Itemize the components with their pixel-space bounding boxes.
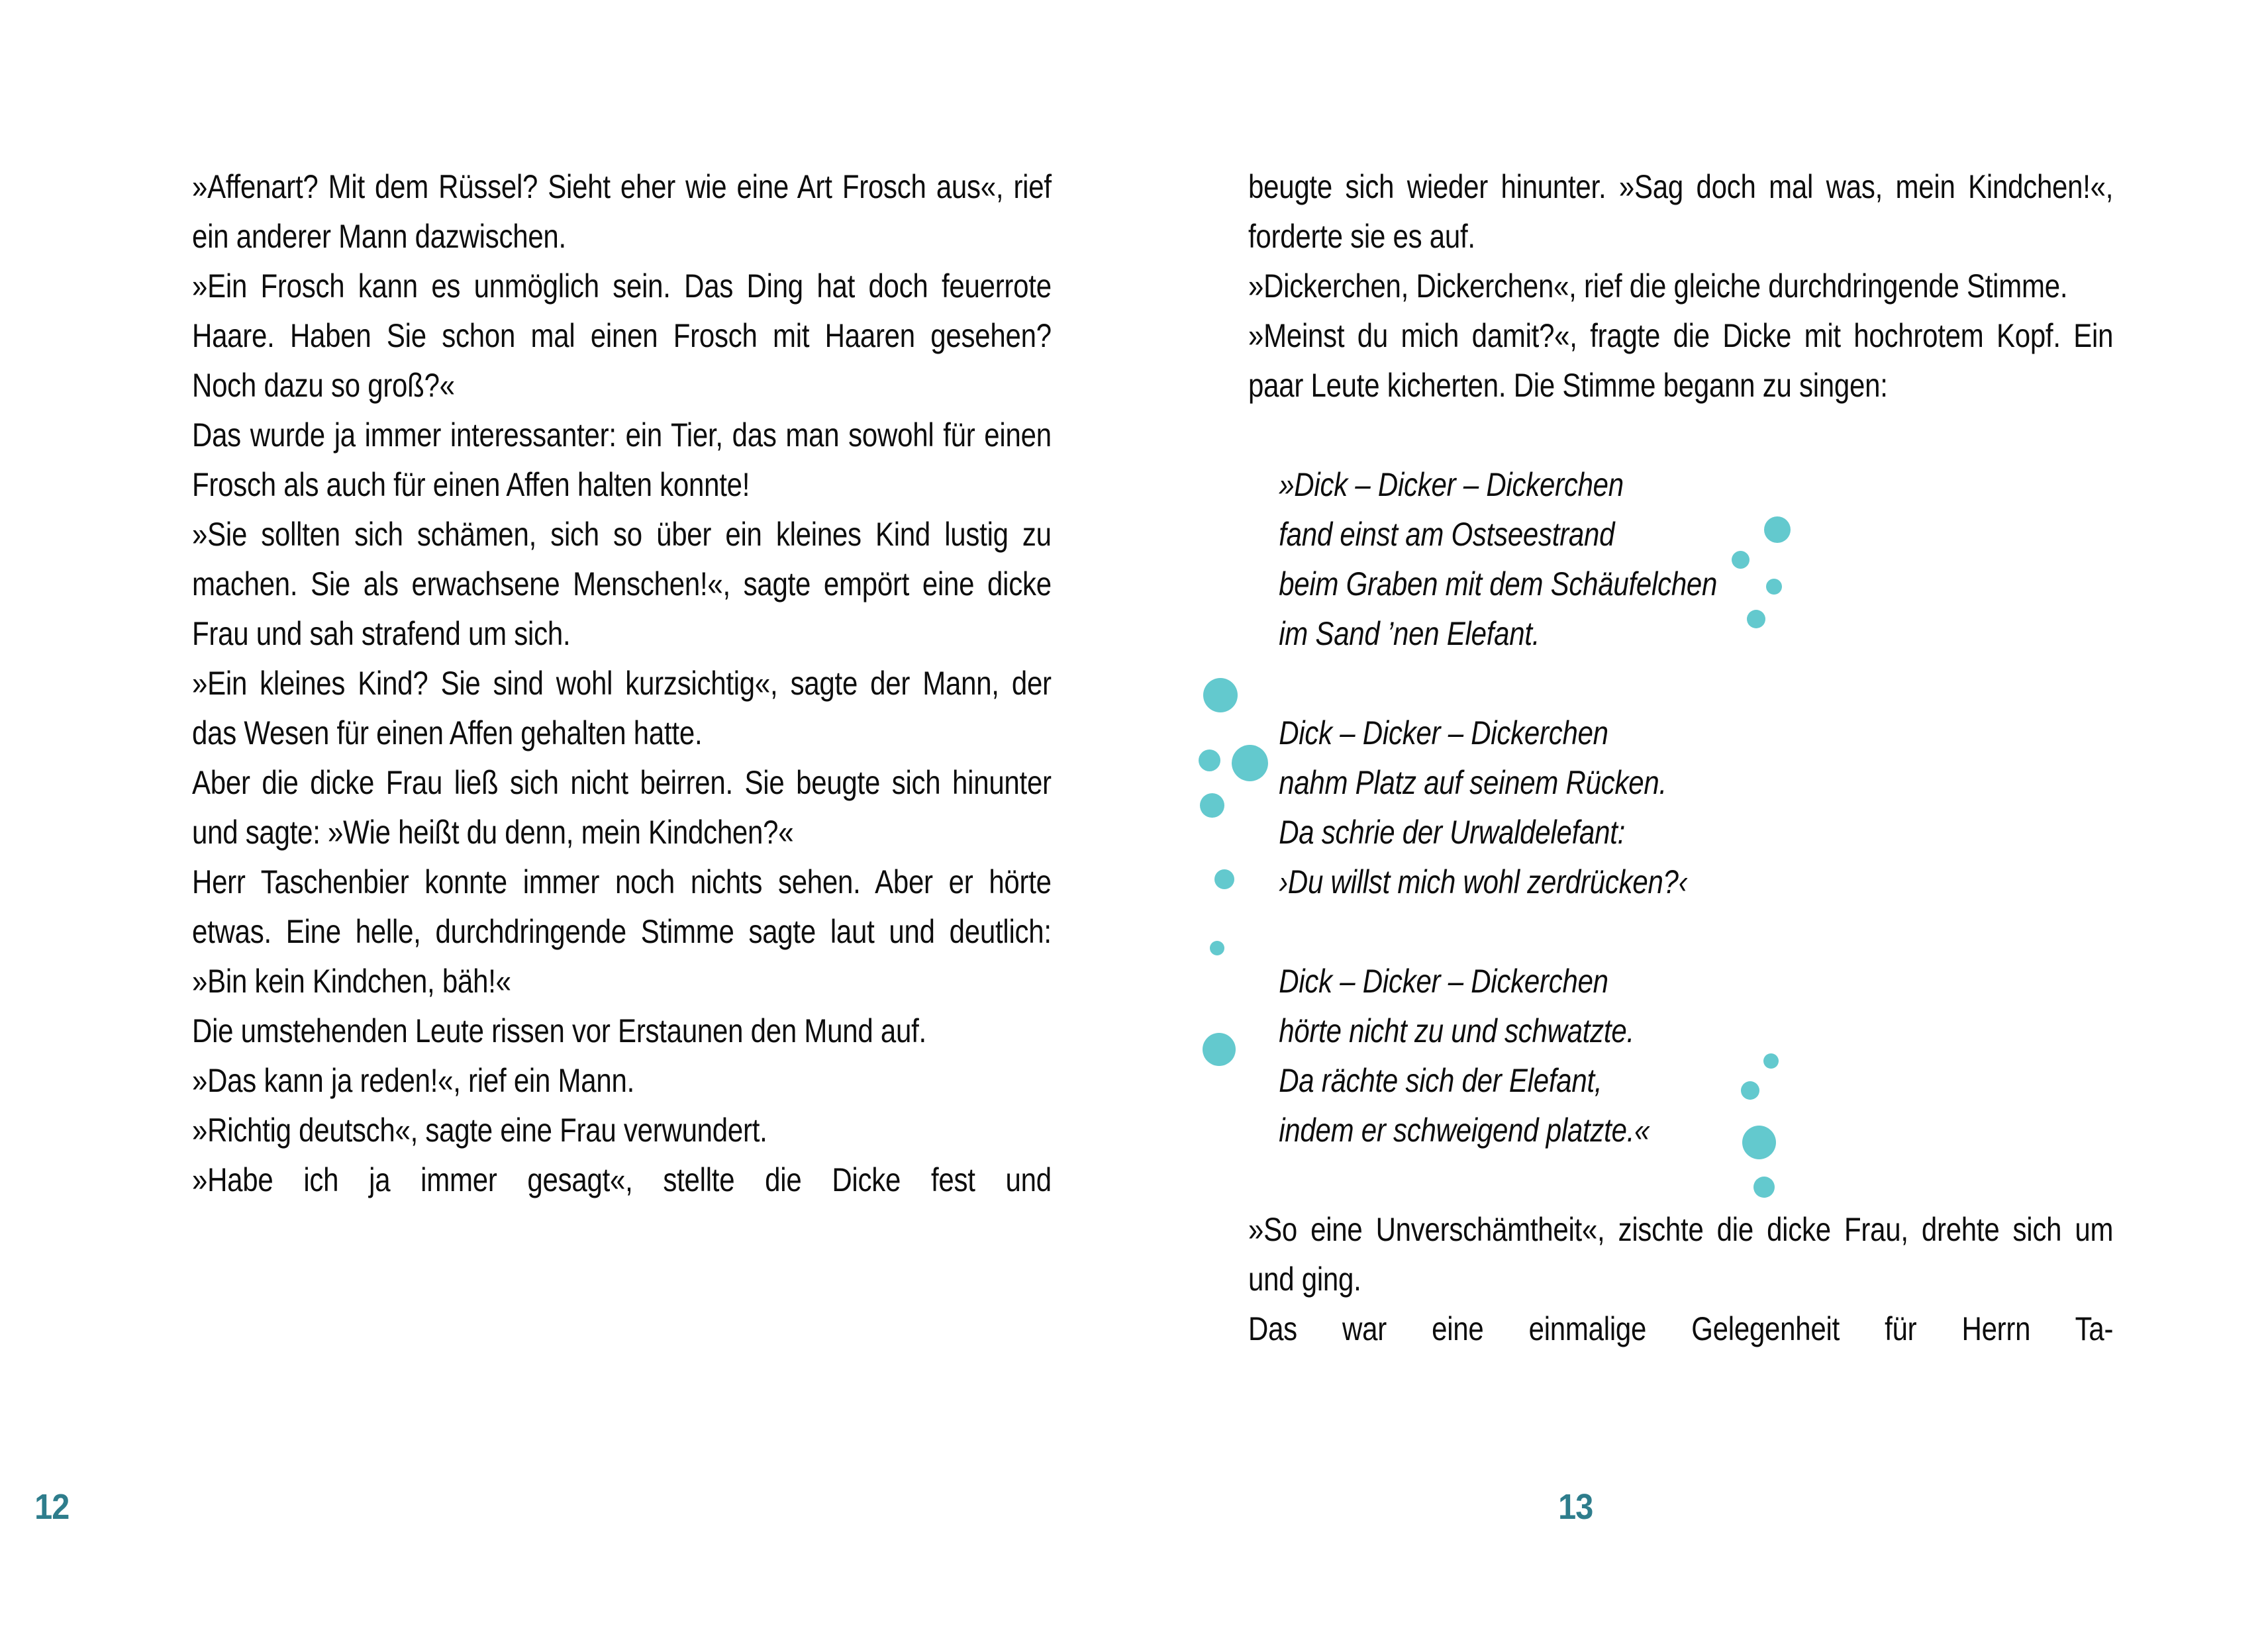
paragraph: »So eine Unverschämtheit«, zischte die dicke Frau, drehte sich um und ging.: [1248, 1211, 2113, 1298]
poem: [1248, 460, 2113, 1155]
poem-line: »Dick – Dicker – Dickerchen: [1278, 466, 1624, 503]
poem-spacer: [1248, 410, 2113, 460]
poem-stanza: [1279, 460, 2113, 659]
poem-line: ›Du willst mich wohl zerdrücken?‹: [1278, 863, 1687, 900]
poem-line: Da schrie der Urwaldelefant:: [1278, 814, 1625, 851]
paragraph: »Sie sollten sich schämen, sich so über ein kleines Kind lustig zu machen. Sie als erwachsene Menschen!«, sagte empört eine dicke Frau und sah strafend um sich.: [192, 516, 1052, 652]
paragraph: »Affenart? Mit dem Rüssel? Sieht eher wie eine Art Frosch aus«, rief ein anderer Mann dazwischen.: [192, 168, 1052, 255]
poem-line: hörte nicht zu und schwatzte.: [1278, 1012, 1634, 1049]
poem-spacer: [1248, 1155, 2113, 1205]
paragraph: »Ein kleines Kind? Sie sind wohl kurzsichtig«, sagte der Mann, der das Wesen für einen Affen gehalten hatte.: [192, 665, 1052, 751]
paragraph: »Habe ich ja immer gesagt«, stellte die Dicke fest und: [192, 1161, 1052, 1198]
page-number-left: 12: [34, 1487, 70, 1527]
paragraph: »Meinst du mich damit?«, fragte die Dicke mit hochrotem Kopf. Ein paar Leute kicherten. Die Stimme begann zu singen:: [1248, 317, 2113, 404]
poem-line: im Sand ’nen Elefant.: [1278, 615, 1540, 652]
paragraph: beugte sich wieder hinunter. »Sag doch mal was, mein Kindchen!«, forderte sie es auf.: [1248, 168, 2113, 255]
poem-line: indem er schweigend platzte.«: [1278, 1112, 1650, 1149]
paragraph: Das wurde ja immer interessanter: ein Tier, das man sowohl für einen Frosch als auch für einen Affen halten konnte!: [192, 416, 1052, 503]
poem-line: beim Graben mit dem Schäufelchen: [1278, 565, 1717, 603]
paragraph: »Das kann ja reden!«, rief ein Mann.: [192, 1062, 634, 1099]
stanza-spacer: [1279, 659, 2113, 708]
poem-stanza: [1279, 708, 2113, 907]
paragraph: »Dickerchen, Dickerchen«, rief die gleiche durchdringende Stimme.: [1248, 267, 2067, 305]
poem-stanza: [1279, 957, 2113, 1155]
paragraph: Die umstehenden Leute rissen vor Erstaunen den Mund auf.: [192, 1012, 926, 1049]
page-number-right: 13: [1557, 1487, 1593, 1527]
paragraph: »Ein Frosch kann es unmöglich sein. Das Ding hat doch feuerrote Haare. Haben Sie schon mal einen Frosch mit Haaren gesehen? Noch dazu so groß?«: [192, 267, 1052, 404]
left-page-text-column: [192, 162, 1052, 1205]
paragraph: Aber die dicke Frau ließ sich nicht beirren. Sie beugte sich hinunter und sagte: »Wie heißt du denn, mein Kindchen?«: [192, 764, 1052, 851]
paragraph: »Richtig deutsch«, sagte eine Frau verwundert.: [192, 1112, 767, 1149]
poem-line: Dick – Dicker – Dickerchen: [1278, 963, 1608, 1000]
paragraph: Herr Taschenbier konnte immer noch nichts sehen. Aber er hörte etwas. Eine helle, durchdringende Stimme sagte laut und deutlich: »Bin kein Kindchen, bäh!«: [192, 863, 1052, 1000]
paragraph: Das war eine einmalige Gelegenheit für Herrn Ta-: [1248, 1310, 2113, 1347]
poem-line: Dick – Dicker – Dickerchen: [1278, 714, 1608, 751]
right-page-text-column: [1248, 162, 2113, 1354]
stanza-spacer: [1279, 907, 2113, 957]
page-right: [1134, 0, 2268, 1642]
poem-line: fand einst am Ostseestrand: [1278, 516, 1614, 553]
poem-line: nahm Platz auf seinem Rücken.: [1278, 764, 1667, 801]
poem-line: Da rächte sich der Elefant,: [1278, 1062, 1602, 1099]
